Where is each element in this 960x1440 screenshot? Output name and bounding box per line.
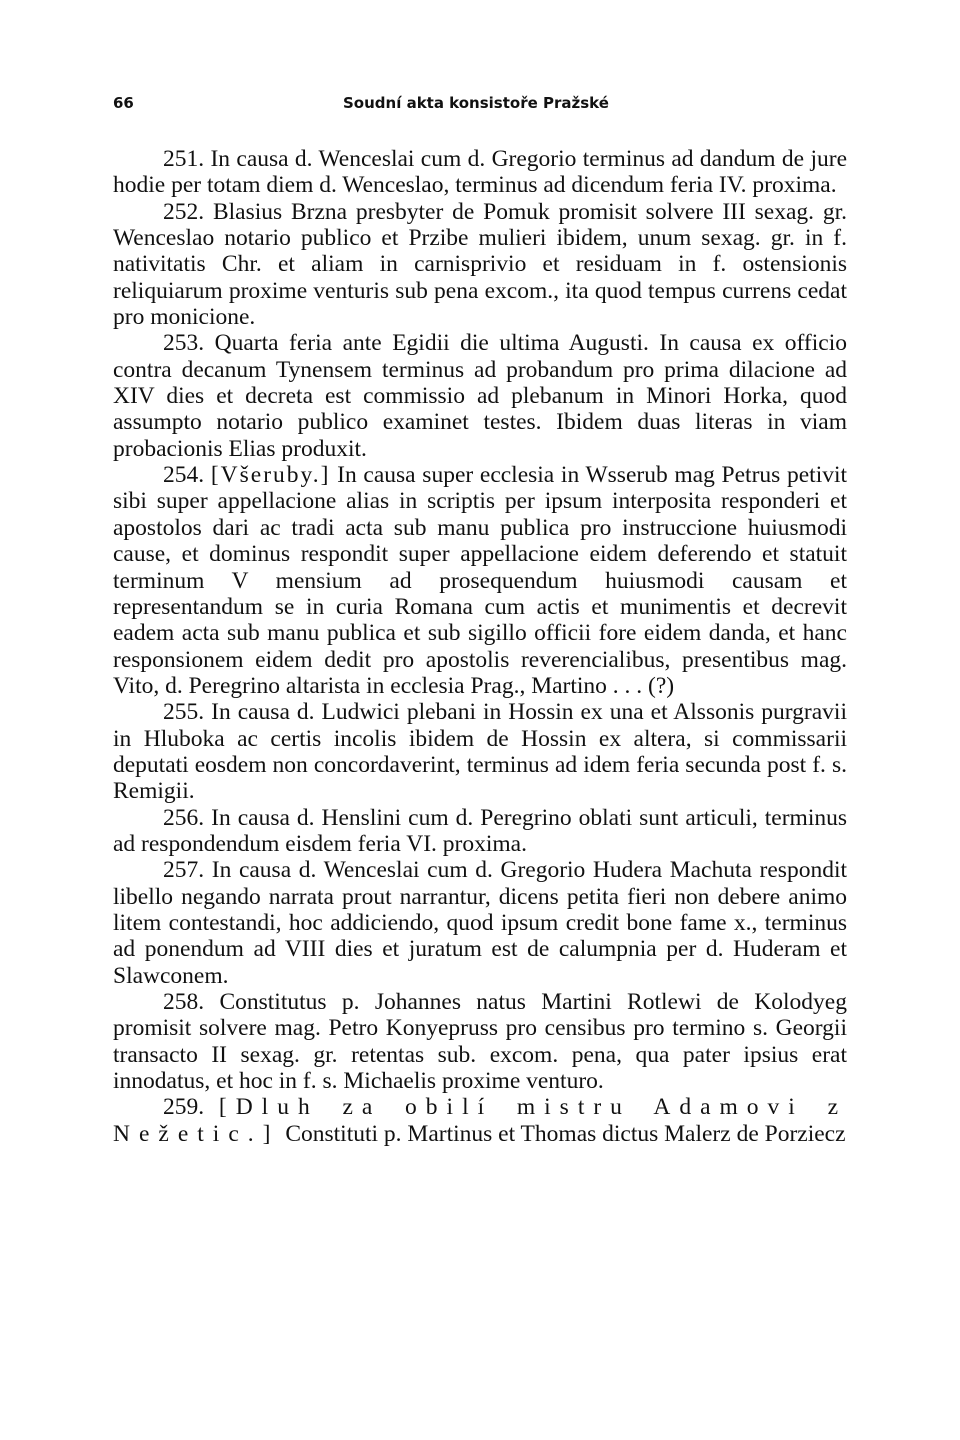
entry-255: 255. In causa d. Ludwici plebani in Hossin ex una et Alssonis purgravii in Hluboka ac certis incolis ibidem de Hossin ex altera, si commissarii deputati eosdem non concordaverint, terminus ad idem feria secunda post f. s. Remigii. (113, 699, 847, 805)
entry-259-heading: [Dluh za obilí mistru Adamovi z Nežetic.] (113, 1094, 847, 1147)
entry-259 (113, 1094, 847, 1147)
entry-254-heading: [Všeruby.] (210, 462, 331, 489)
entry-251: 251. In causa d. Wenceslai cum d. Gregorio terminus ad dandum de jure hodie per totam diem d. Wenceslao, terminus ad dicendum feria IV. proxima. (113, 146, 847, 199)
entry-254-text: In causa super ecclesia in Wsserub mag Petrus petivit sibi super appellacione alias in scriptis per ipsum interposita responderi et apostolos dari ac tradi acta sub manu publica pro instruccione huiusmodi cause, et dominus respondit super appellacione eidem deferendo et statuit terminum V mensium ad prosequendum huiusmodi causam et representandum se in curia Romana cum actis et munimentis et decrevit eadem acta sub manu publica et sub sigillo officii fore eidem danda, et hanc responsionem eidem dedit pro apostolis reverencialibus, presentibus mag. Vito, d. Peregrino altarista in ecclesia Prag., Martino . . . (?) (113, 462, 848, 699)
running-title: Soudní akta konsistoře Pražské (343, 94, 609, 112)
entry-259-number: 259. (163, 1094, 205, 1121)
page-number: 66 (113, 94, 134, 112)
entry-257: 257. In causa d. Wenceslai cum d. Gregorio Hudera Machuta respondit libello negando narrata prout narrantur, dicens petita fieri non debere animo litem contestandi, hoc addiciendo, quod ipsum credit bone fame x., terminus ad ponendum ad VIII dies et juratum est de calumpnia per d. Huderam et Slawconem. (113, 857, 847, 989)
entry-256: 256. In causa d. Henslini cum d. Peregrino oblati sunt articuli, terminus ad respondendum eisdem feria VI. proxima. (113, 804, 847, 857)
entry-258: 258. Constitutus p. Johannes natus Martini Rotlewi de Kolodyeg promisit solvere mag. Petro Konyepruss pro censibus pro termino s. Georgii transacto II sexag. gr. retentas sub. excom. pena, qua pater ipsius erat innodatus, et hoc in f. s. Michaelis proxime venturo. (113, 989, 847, 1095)
body-text (113, 146, 847, 1147)
running-header (113, 94, 848, 118)
entry-259-text: Constituti p. Martinus et Thomas dictus Malerz de Porziecz (285, 1120, 846, 1147)
entry-254 (113, 462, 847, 699)
entry-253: 253. Quarta feria ante Egidii die ultima Augusti. In causa ex officio contra decanum Tynensem terminus ad probandum pro prima dilacione ad XIV dies et decreta est commissio ad plebanum in Minori Horka, quod assumpto notario publico examinet testes. Ibidem duas literas in viam probacionis Elias produxit. (113, 330, 847, 462)
entry-252: 252. Blasius Brzna presbyter de Pomuk promisit solvere III sexag. gr. Wenceslao notario publico et Przibe mulieri ibidem, unum sexag. gr. in f. nativitatis Chr. et aliam in carnisprivio et residuam in f. ostensionis reliquiarum proxime venturis sub pena excom., ita quod tempus currens cedat pro monicione. (113, 198, 847, 331)
entry-254-number: 254. (163, 462, 205, 489)
